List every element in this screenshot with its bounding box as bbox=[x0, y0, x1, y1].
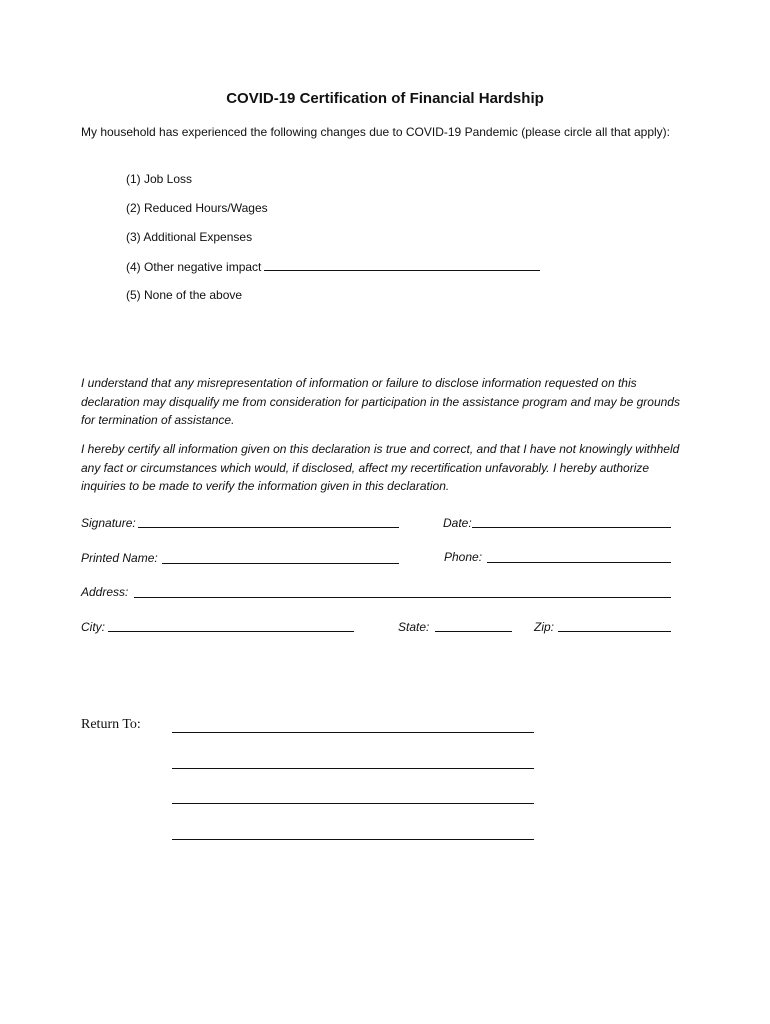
certification-text: I hereby certify all information given on this declaration is true and correct, and that I have not knowingly withheld any fact or circumstances which would, if disclosed, affect my recertification unfavorably. I hereby authorize inquiries to be made to verify the information given in this declaration. bbox=[81, 442, 680, 493]
option-reduced-hours[interactable]: (2) Reduced Hours/Wages bbox=[126, 201, 268, 215]
option-other-negative-impact[interactable] bbox=[126, 259, 540, 274]
option-none[interactable]: (5) None of the above bbox=[126, 288, 243, 302]
return-to-line-1[interactable] bbox=[172, 732, 534, 733]
return-to-label: Return To: bbox=[81, 717, 141, 732]
printed-name-field[interactable] bbox=[162, 563, 399, 564]
phone-label: Phone: bbox=[444, 550, 483, 564]
other-impact-blank[interactable] bbox=[264, 259, 540, 271]
return-to-line-3[interactable] bbox=[172, 803, 534, 804]
intro-text: My household has experienced the following changes due to COVID-19 Pandemic (please circle all that apply): bbox=[81, 125, 670, 139]
signature-field[interactable] bbox=[138, 527, 399, 528]
form-title: COVID-19 Certification of Financial Hardship bbox=[226, 90, 544, 107]
disclaimer-text: I understand that any misrepresentation of information or failure to disclose information requested on this declaration may disqualify me from consideration for participation in the assistance program and may be grounds for termination of assistance. bbox=[81, 376, 680, 427]
printed-name-label: Printed Name: bbox=[81, 551, 158, 565]
return-to-line-2[interactable] bbox=[172, 768, 534, 769]
option-additional-expenses[interactable]: (3) Additional Expenses bbox=[126, 230, 253, 244]
city-label: City: bbox=[81, 620, 105, 634]
zip-field[interactable] bbox=[558, 631, 671, 632]
date-field[interactable] bbox=[472, 527, 671, 528]
signature-label: Signature: bbox=[81, 516, 136, 530]
zip-label: Zip: bbox=[534, 620, 555, 634]
state-label: State: bbox=[398, 620, 430, 634]
option-job-loss[interactable]: (1) Job Loss bbox=[126, 172, 193, 186]
address-label: Address: bbox=[81, 585, 129, 599]
phone-field[interactable] bbox=[487, 562, 671, 563]
return-to-line-4[interactable] bbox=[172, 839, 534, 840]
option-other-label: (4) Other negative impact bbox=[126, 260, 262, 274]
city-field[interactable] bbox=[108, 631, 354, 632]
state-field[interactable] bbox=[435, 631, 512, 632]
date-label: Date: bbox=[443, 516, 472, 530]
address-field[interactable] bbox=[134, 597, 671, 598]
